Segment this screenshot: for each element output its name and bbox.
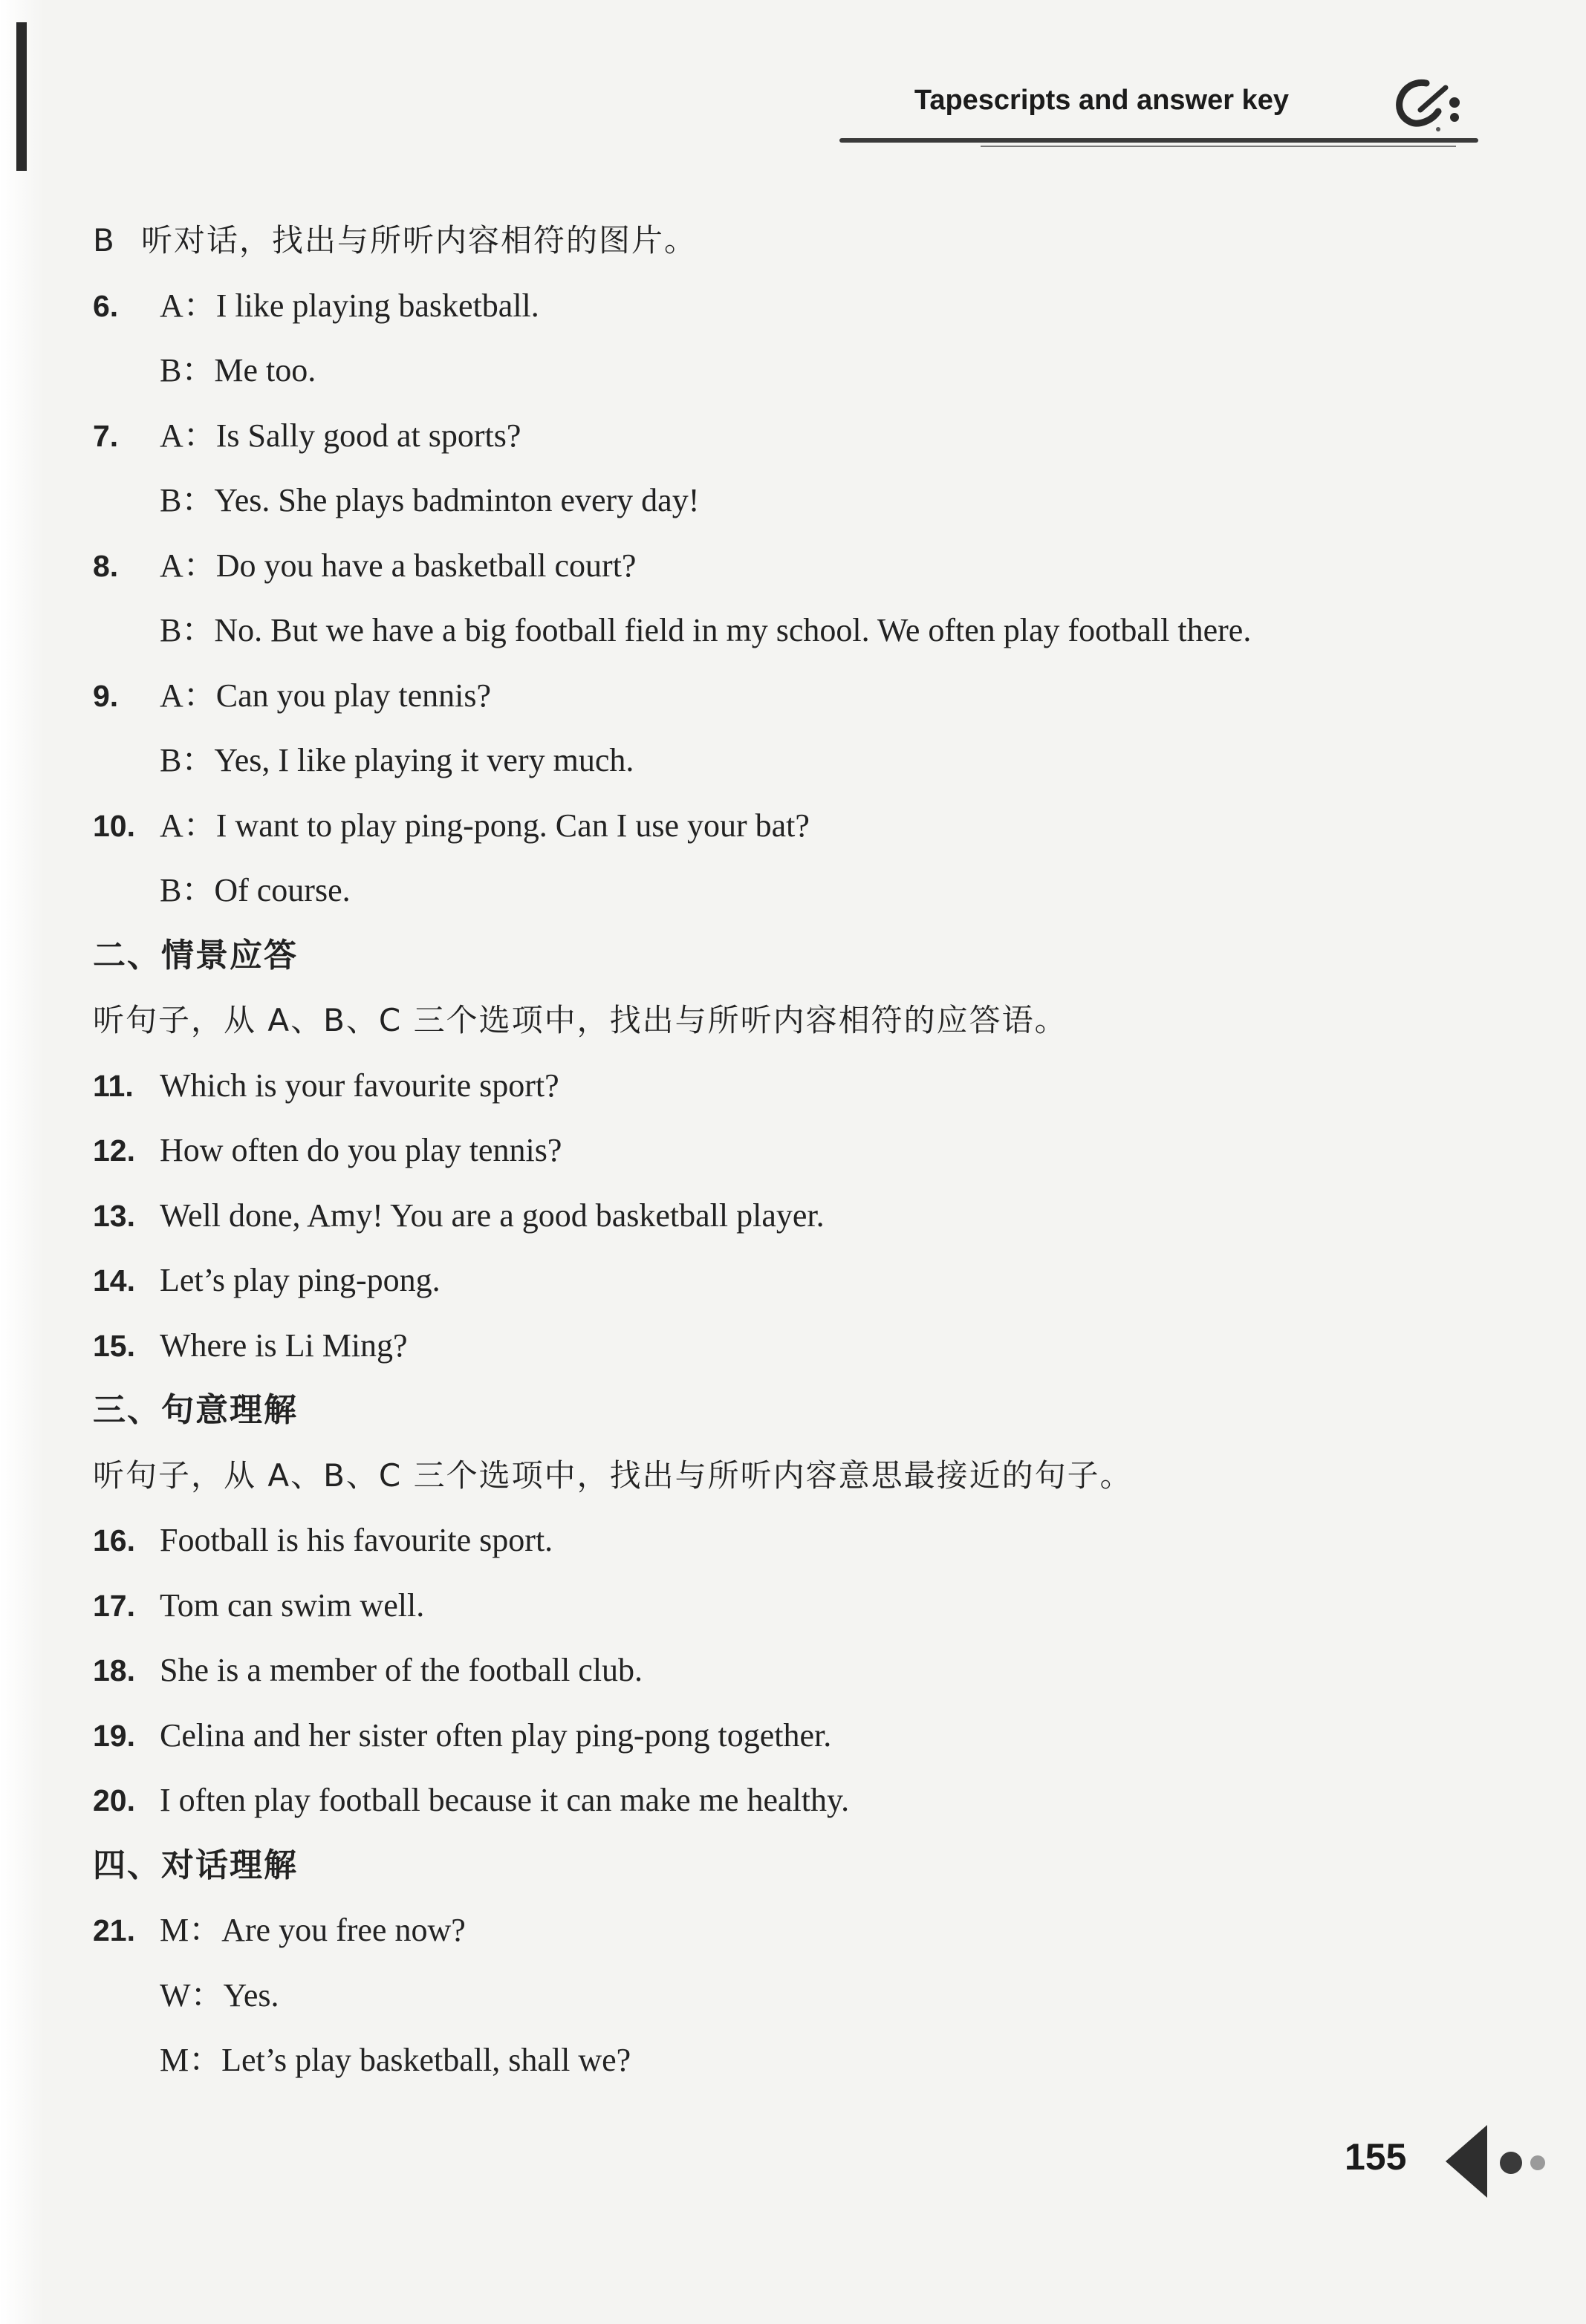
item-text: Let’s play ping-pong. xyxy=(160,1262,441,1298)
item-number: 9. xyxy=(93,678,119,713)
dialog-line: W：Yes. xyxy=(160,1976,279,2014)
dialog-line: A：Can you play tennis? xyxy=(160,677,492,714)
header-title: Tapescripts and answer key xyxy=(914,85,1289,116)
item-number: 10. xyxy=(93,808,135,843)
dialog-item xyxy=(93,403,1489,469)
dialog-line: B：Of course. xyxy=(160,872,351,908)
item-number: 6. xyxy=(93,288,119,323)
dialog-line: A：I like playing basketball. xyxy=(160,287,539,324)
dialog-line: A：Is Sally good at sports? xyxy=(160,417,521,454)
section-2-title: 二、情景应答 xyxy=(93,936,298,974)
item-number: 11. xyxy=(93,1068,134,1103)
page-number: 155 xyxy=(1345,2136,1407,2178)
dialog-line-row xyxy=(93,728,1489,793)
header-rule xyxy=(839,138,1478,143)
item-text: She is a member of the football club. xyxy=(160,1652,643,1688)
item-text: Football is his favourite sport. xyxy=(160,1522,553,1558)
scan-artifact xyxy=(16,22,27,171)
dialog-line-row xyxy=(93,468,1489,533)
section-3-title: 三、句意理解 xyxy=(93,1391,298,1429)
section-2-instruction: 听句子，从 A、B、C 三个选项中，找出与所听内容相符的应答语。 xyxy=(93,1002,1067,1038)
list-item xyxy=(93,1508,1489,1573)
item-text: Celina and her sister often play ping-pong together. xyxy=(160,1716,832,1754)
dialog-line: B：Yes. She plays badminton every day! xyxy=(160,482,700,518)
section-b-heading xyxy=(93,208,1489,273)
item-number: 21. xyxy=(93,1913,135,1947)
dialog-line: B：Yes, I like playing it very much. xyxy=(160,742,634,778)
item-number: 7. xyxy=(93,418,119,453)
dialog-line-row xyxy=(93,2028,1489,2093)
item-number: 18. xyxy=(93,1653,135,1687)
arrow-left-icon xyxy=(1441,2120,1567,2202)
header-logo-icon xyxy=(1374,74,1478,141)
dialog-item xyxy=(93,793,1489,859)
list-item xyxy=(93,1638,1489,1703)
item-number: 17. xyxy=(93,1588,135,1623)
running-header xyxy=(832,74,1501,156)
dialog-line-row xyxy=(93,1963,1489,2028)
dialog-line: B：No. But we have a big football field in my school. We often play football there. xyxy=(160,612,1252,648)
dialog-line: A：Do you have a basketball court? xyxy=(160,547,637,584)
item-number: 15. xyxy=(93,1328,135,1363)
section-3-instruction: 听句子，从 A、B、C 三个选项中，找出与所听内容意思最接近的句子。 xyxy=(93,1456,1133,1494)
item-number: 19. xyxy=(93,1718,135,1753)
dialog-line: M：Are you free now? xyxy=(160,1912,466,1948)
dialog-item xyxy=(93,1898,1489,1963)
section-b-instruction: 听对话，找出与所听内容相符的图片。 xyxy=(141,222,698,258)
page-content xyxy=(93,208,1489,2093)
item-number: 8. xyxy=(93,548,119,583)
dialog-line: B：Me too. xyxy=(160,352,316,388)
list-item xyxy=(93,1118,1489,1183)
list-item xyxy=(93,1768,1489,1833)
item-text: Where is Li Ming? xyxy=(160,1327,408,1364)
list-item xyxy=(93,1573,1489,1638)
item-text: How often do you play tennis? xyxy=(160,1132,562,1168)
list-item xyxy=(93,1053,1489,1119)
list-item xyxy=(93,1248,1489,1313)
dialog-line: M：Let’s play basketball, shall we? xyxy=(160,2042,631,2078)
item-text: Tom can swim well. xyxy=(160,1586,425,1624)
item-number: 14. xyxy=(93,1263,135,1298)
dialog-line-row xyxy=(93,338,1489,403)
item-text: Which is your favourite sport? xyxy=(160,1067,559,1104)
item-number: 16. xyxy=(93,1523,135,1558)
dialog-line-row xyxy=(93,858,1489,923)
item-text: I often play football because it can make me healthy. xyxy=(160,1782,850,1818)
page-footer xyxy=(1345,2113,1567,2217)
list-item xyxy=(93,1313,1489,1379)
dialog-item xyxy=(93,533,1489,599)
item-number: 13. xyxy=(93,1198,135,1233)
section-4-title: 四、对话理解 xyxy=(93,1846,298,1884)
page-edge xyxy=(0,0,45,2324)
section-b-label: B xyxy=(93,222,116,258)
item-number: 20. xyxy=(93,1783,135,1817)
item-text: Well done, Amy! You are a good basketball player. xyxy=(160,1197,825,1234)
dialog-item xyxy=(93,663,1489,729)
list-item xyxy=(93,1703,1489,1768)
header-rule-thin xyxy=(981,146,1456,147)
item-number: 12. xyxy=(93,1133,135,1168)
list-item xyxy=(93,1183,1489,1249)
dialog-line-row xyxy=(93,598,1489,663)
dialog-line: A：I want to play ping-pong. Can I use your bat? xyxy=(160,807,810,844)
dialog-item xyxy=(93,273,1489,339)
